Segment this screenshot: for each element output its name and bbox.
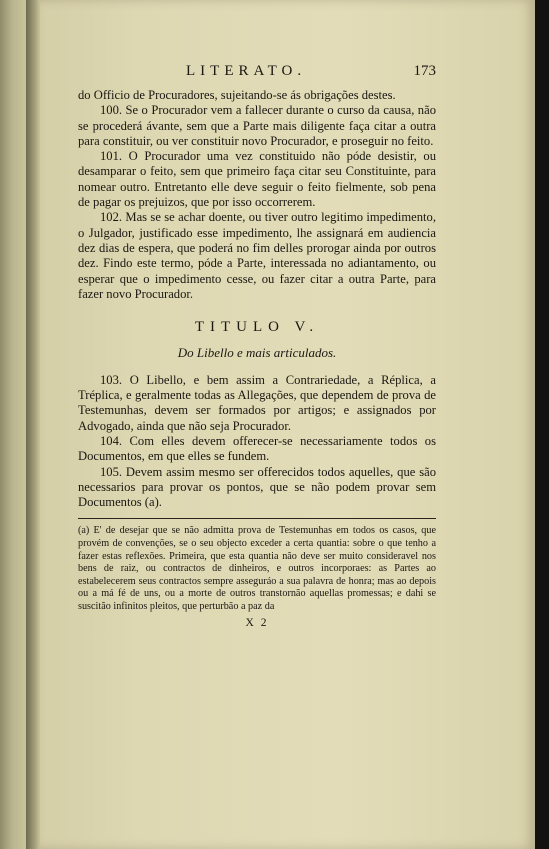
page-header <box>78 62 436 88</box>
paragraph-102: 102. Mas se se achar doente, ou tiver outro legitimo impedimento, o Julgador, justificado esse impedimento, lhe assignará em audiencia dez dias de espera, que poderá no fim delles prorogar ainda por outros dez. Findo este termo, póde a Parte, interessada no adiantamento, ou esperar que o impedimento cesse, ou fazer citar a outra Parte, para fazer novo Procurador. <box>78 210 436 301</box>
section-subtitle: Do Libello e mais articulados. <box>177 345 337 361</box>
page-number: 173 <box>413 63 436 79</box>
paragraph-103: 103. O Libello, e bem assim a Contrariedade, a Réplica, a Tréplica, e geralmente todas as Allegações, que dependem de prova de Testemunhas, devem ser formados por artigos; e assignados por Advogado, ainda que não seja Procurador. <box>78 372 436 433</box>
paragraph-104: 104. Com elles devem offerecer-se necessariamente todos os Documentos, em que elles se fundem. <box>78 433 436 464</box>
page-content <box>78 62 436 631</box>
section-title: TITULO V. <box>194 319 320 336</box>
paragraph-continuation: do Officio de Procuradores, sujeitando-se ás obrigações destes. <box>78 88 396 102</box>
paragraph-101: 101. O Procurador uma vez constituido não póde desistir, ou desamparar o feito, sem que primeiro faça citar seu Constituinte, para nomear outro. Entretanto elle deve seguir o feito fielmente, sob pena de pagar os prejuizos, que por isso occorrerem. <box>78 149 436 210</box>
paragraph-100: 100. Se o Procurador vem a fallecer durante o curso da causa, não se procederá ávante, sem que a Parte mais diligente faça citar a outra para constituir, ou ver constituir novo Procurador, e proseguir no feito. <box>78 103 436 148</box>
running-title: LITERATO. <box>186 63 307 79</box>
page-right-edge <box>535 0 549 849</box>
paragraph-105: 105. Devem assim mesmo ser offerecidos todos aquelles, que são necessarios para provar os pontos, que se não podem provar sem Documentos (a). <box>78 464 436 510</box>
signature-mark: X 2 <box>245 616 269 629</box>
footnote-divider <box>78 518 436 519</box>
footnote-a: (a) E' de desejar que se não admitta prova de Testemunhas em todos os casos, que provém de convenções, se o seu objecto exceder a certa quantia: sobre o que tenho a fazer estas reflexões. Primeira, que esta quantia não deve ser muito consideravel nos bens de raiz, ou contractos de dinheiros, e outros incorporaes: as Partes ao estabelecerem seus contractos sempre asseguráo a sua palavra de honra; mas ao depois ou a má fé de uns, ou a morte de outros transtornão aquellas promessas; e dahi se suscitão infinitos pleitos, que perturbão a paz da <box>78 525 436 612</box>
